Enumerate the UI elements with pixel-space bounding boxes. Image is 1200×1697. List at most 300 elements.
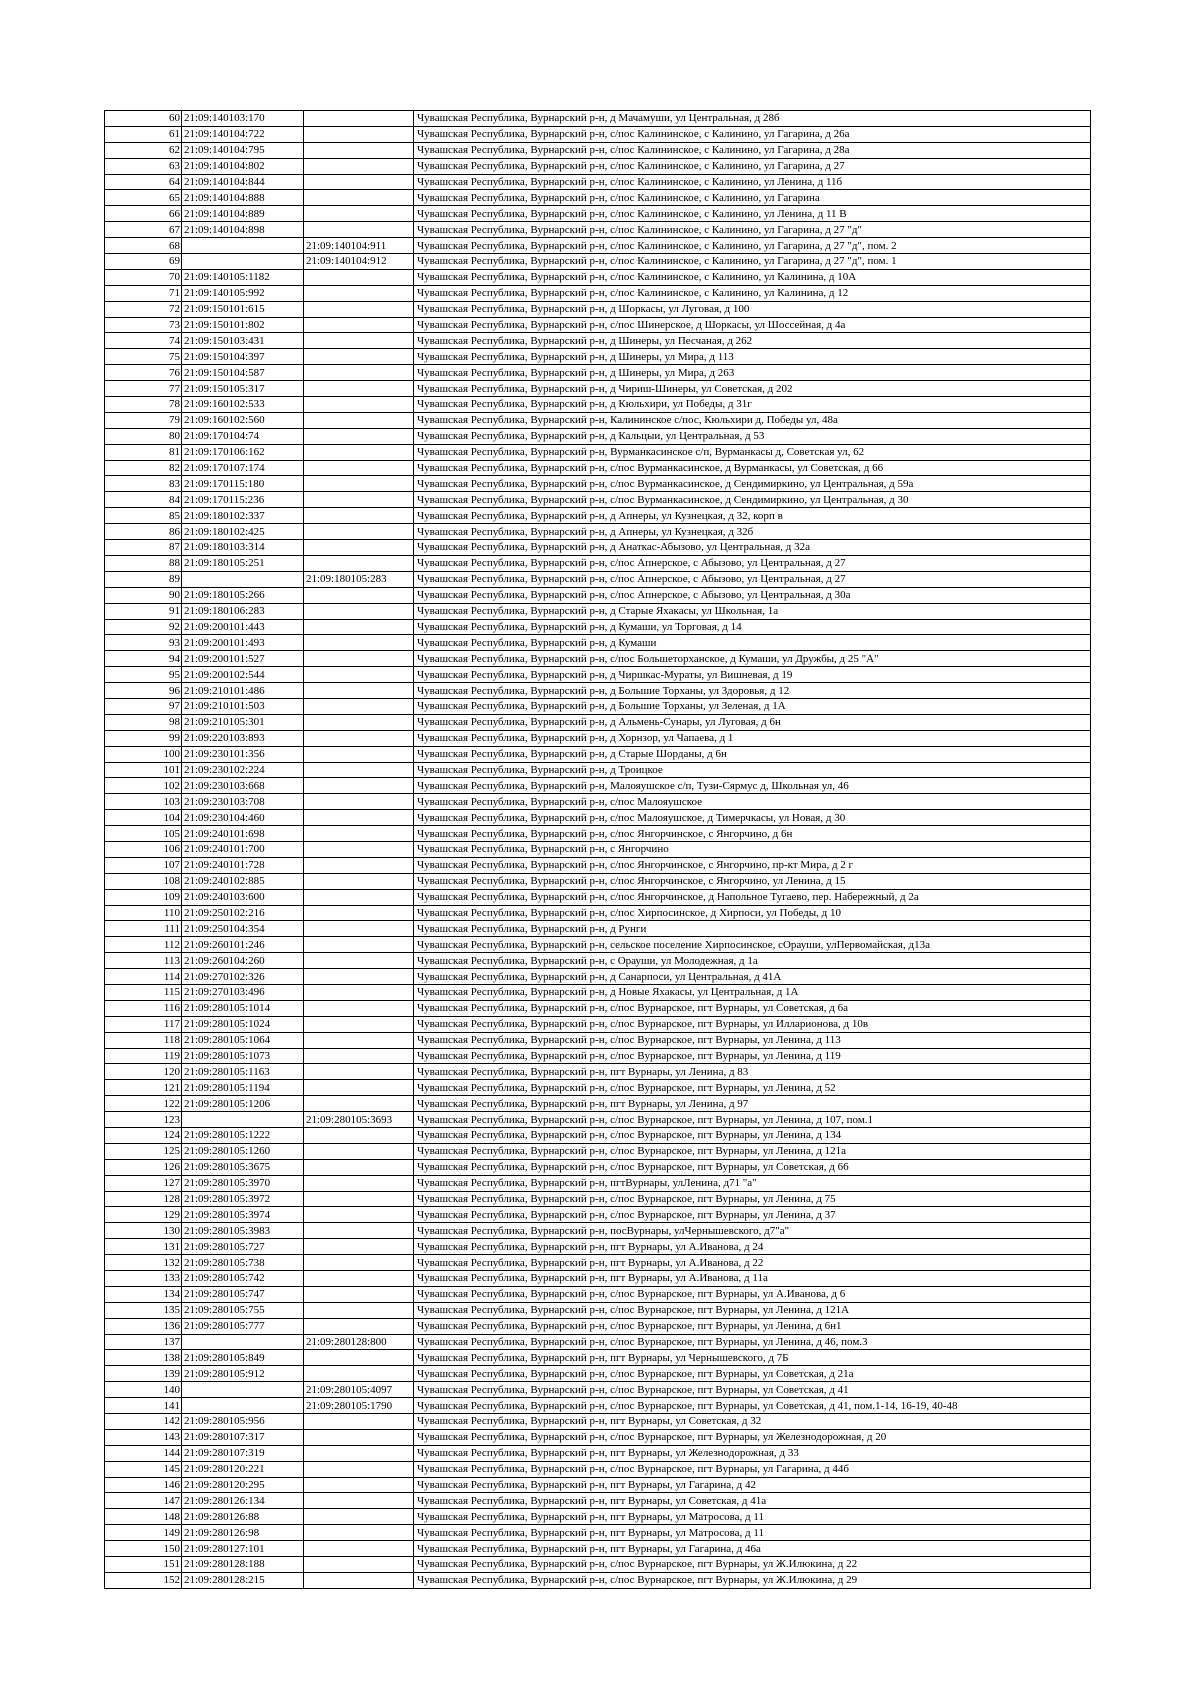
address-cell: Чувашская Республика, Вурнарский р-н, с/пос Вурнарское, пгт Вурнары, ул Советская, д 41	[414, 1382, 1091, 1398]
row-number-cell: 138	[105, 1350, 182, 1366]
cadastral-number-premises-cell	[304, 889, 414, 905]
row-number-cell: 134	[105, 1286, 182, 1302]
row-number-cell: 95	[105, 667, 182, 683]
address-cell: Чувашская Республика, Вурнарский р-н, с/пос Вурнарское, пгт Вурнары, ул Ленина, д 119	[414, 1048, 1091, 1064]
address-cell: Чувашская Республика, Вурнарский р-н, д Кумаши, ул Торговая, д 14	[414, 619, 1091, 635]
cadastral-number-premises-cell	[304, 222, 414, 238]
cadastral-number-premises-cell	[304, 1429, 414, 1445]
table-row	[105, 126, 1091, 142]
address-cell: Чувашская Республика, Вурнарский р-н, пгт Вурнары, ул Советская, д 41а	[414, 1493, 1091, 1509]
address-cell: Чувашская Республика, Вурнарский р-н, с/пос Апнерское, с Абызово, ул Центральная, д 30а	[414, 587, 1091, 603]
cadastral-number-cell: 21:09:280120:221	[182, 1461, 304, 1477]
address-cell: Чувашская Республика, Вурнарский р-н, посВурнары, улЧернышевского, д7"а"	[414, 1223, 1091, 1239]
cadastral-number-cell: 21:09:140104:889	[182, 206, 304, 222]
table-row	[105, 1096, 1091, 1112]
row-number-cell: 70	[105, 269, 182, 285]
cadastral-number-premises-cell	[304, 397, 414, 413]
address-cell: Чувашская Республика, Вурнарский р-н, с/пос Калининское, с Калинино, ул Калинина, д 12	[414, 285, 1091, 301]
cadastral-number-premises-cell	[304, 1032, 414, 1048]
cadastral-number-premises-cell	[304, 714, 414, 730]
table-row	[105, 714, 1091, 730]
address-cell: Чувашская Республика, Вурнарский р-н, с/пос Вурнарское, пгт Вурнары, ул Ленина, д 6н1	[414, 1318, 1091, 1334]
address-cell: Чувашская Республика, Вурнарский р-н, с/пос Вурнарское, пгт Вурнары, ул Ж.Илюкина, д 22	[414, 1557, 1091, 1573]
cadastral-number-cell: 21:09:280105:742	[182, 1271, 304, 1287]
cadastral-number-premises-cell	[304, 1000, 414, 1016]
cadastral-number-premises-cell	[304, 667, 414, 683]
cadastral-number-cell: 21:09:280105:1194	[182, 1080, 304, 1096]
cadastral-number-cell: 21:09:280105:1260	[182, 1143, 304, 1159]
table-row	[105, 571, 1091, 587]
address-cell: Чувашская Республика, Вурнарский р-н, пгт Вурнары, ул Матросова, д 11	[414, 1509, 1091, 1525]
row-number-cell: 77	[105, 381, 182, 397]
cadastral-number-cell: 21:09:230104:460	[182, 810, 304, 826]
table-row	[105, 254, 1091, 270]
cadastral-number-cell	[182, 1112, 304, 1128]
cadastral-number-cell: 21:09:240103:600	[182, 889, 304, 905]
cadastral-number-premises-cell	[304, 1080, 414, 1096]
row-number-cell: 144	[105, 1445, 182, 1461]
table-row	[105, 921, 1091, 937]
table-row	[105, 1525, 1091, 1541]
table-row	[105, 1016, 1091, 1032]
address-cell: Чувашская Республика, Вурнарский р-н, с/пос Хирпосинское, д Хирпоси, ул Победы, д 10	[414, 905, 1091, 921]
cadastral-number-premises-cell	[304, 857, 414, 873]
row-number-cell: 104	[105, 810, 182, 826]
row-number-cell: 108	[105, 873, 182, 889]
cadastral-number-premises-cell	[304, 1255, 414, 1271]
cadastral-number-cell: 21:09:160102:560	[182, 412, 304, 428]
row-number-cell: 78	[105, 397, 182, 413]
cadastral-number-cell: 21:09:280126:98	[182, 1525, 304, 1541]
address-cell: Чувашская Республика, Вурнарский р-н, с/пос Вурнарское, пгт Вурнары, ул Ленина, д 121а	[414, 1143, 1091, 1159]
address-cell: Чувашская Республика, Вурнарский р-н, с/пос Вурнарское, пгт Вурнары, ул Илларионова, д 10в	[414, 1016, 1091, 1032]
table-row	[105, 1461, 1091, 1477]
table-row	[105, 222, 1091, 238]
cadastral-number-premises-cell	[304, 1318, 414, 1334]
cadastral-number-cell: 21:09:280105:1024	[182, 1016, 304, 1032]
address-cell: Чувашская Республика, Вурнарский р-н, с/пос Калининское, с Калинино, ул Гагарина, д 27 "д", пом. 2	[414, 238, 1091, 254]
cadastral-number-cell: 21:09:280105:1014	[182, 1000, 304, 1016]
table-row	[105, 810, 1091, 826]
cadastral-number-cell: 21:09:280105:1163	[182, 1064, 304, 1080]
cadastral-number-premises-cell	[304, 174, 414, 190]
cadastral-number-cell: 21:09:140105:1182	[182, 269, 304, 285]
address-cell: Чувашская Республика, Вурнарский р-н, с/пос Калининское, с Калинино, ул Гагарина, д 26а	[414, 126, 1091, 142]
address-cell: Чувашская Республика, Вурнарский р-н, д Чириш-Шинеры, ул Советская, д 202	[414, 381, 1091, 397]
row-number-cell: 128	[105, 1191, 182, 1207]
row-number-cell: 68	[105, 238, 182, 254]
address-cell: Чувашская Республика, Вурнарский р-н, с/пос Вурнарское, пгт Вурнары, ул Советская, д 6а	[414, 1000, 1091, 1016]
row-number-cell: 62	[105, 142, 182, 158]
address-cell: Чувашская Республика, Вурнарский р-н, д Кумаши	[414, 635, 1091, 651]
table-row	[105, 1541, 1091, 1557]
address-cell: Чувашская Республика, Вурнарский р-н, с/пос Калининское, с Калинино, ул Гагарина, д 27 "д", пом. 1	[414, 254, 1091, 270]
address-cell: Чувашская Республика, Вурнарский р-н, Калининское с/пос, Кюльхири д, Победы ул, 48а	[414, 412, 1091, 428]
cadastral-number-premises-cell	[304, 1509, 414, 1525]
row-number-cell: 140	[105, 1382, 182, 1398]
row-number-cell: 66	[105, 206, 182, 222]
cadastral-number-cell: 21:09:250104:354	[182, 921, 304, 937]
cadastral-number-premises-cell	[304, 603, 414, 619]
cadastral-number-premises-cell	[304, 1128, 414, 1144]
address-cell: Чувашская Республика, Вурнарский р-н, д Шинеры, ул Мира, д 263	[414, 365, 1091, 381]
cadastral-number-cell: 21:09:240101:700	[182, 841, 304, 857]
cadastral-number-premises-cell	[304, 365, 414, 381]
cadastral-number-premises-cell	[304, 1175, 414, 1191]
cadastral-number-premises-cell	[304, 810, 414, 826]
table-row	[105, 1557, 1091, 1573]
address-cell: Чувашская Республика, Вурнарский р-н, д Троицкое	[414, 762, 1091, 778]
address-cell: Чувашская Республика, Вурнарский р-н, с/пос Вурманкасинское, д Сендимиркино, ул Центральная, д 30	[414, 492, 1091, 508]
address-cell: Чувашская Республика, Вурнарский р-н, с/пос Янгорчинское, с Янгорчино, д 6н	[414, 826, 1091, 842]
cadastral-number-cell: 21:09:280105:747	[182, 1286, 304, 1302]
cadastral-number-premises-cell	[304, 111, 414, 127]
address-cell: Чувашская Республика, Вурнарский р-н, пгт Вурнары, ул Ленина, д 83	[414, 1064, 1091, 1080]
table-row	[105, 1302, 1091, 1318]
row-number-cell: 97	[105, 698, 182, 714]
address-cell: Чувашская Республика, Вурнарский р-н, д Кюльхири, ул Победы, д 31г	[414, 397, 1091, 413]
row-number-cell: 148	[105, 1509, 182, 1525]
table-row	[105, 826, 1091, 842]
table-row	[105, 1255, 1091, 1271]
cadastral-number-cell: 21:09:280105:912	[182, 1366, 304, 1382]
address-cell: Чувашская Республика, Вурнарский р-н, с/пос Шинерское, д Шоркасы, ул Шоссейная, д 4а	[414, 317, 1091, 333]
row-number-cell: 141	[105, 1398, 182, 1414]
cadastral-number-premises-cell	[304, 1541, 414, 1557]
address-cell: Чувашская Республика, Вурнарский р-н, с Орауши, ул Молодежная, д 1а	[414, 953, 1091, 969]
address-cell: Чувашская Республика, Вурнарский р-н, д Хорнзор, ул Чапаева, д 1	[414, 730, 1091, 746]
address-cell: Чувашская Республика, Вурнарский р-н, с/пос Вурнарское, пгт Вурнары, ул Ленина, д 52	[414, 1080, 1091, 1096]
cadastral-number-premises-cell	[304, 1286, 414, 1302]
cadastral-number-cell: 21:09:280127:101	[182, 1541, 304, 1557]
cadastral-number-premises-cell	[304, 476, 414, 492]
row-number-cell: 139	[105, 1366, 182, 1382]
row-number-cell: 72	[105, 301, 182, 317]
cadastral-number-premises-cell	[304, 873, 414, 889]
row-number-cell: 87	[105, 540, 182, 556]
cadastral-number-cell: 21:09:220103:893	[182, 730, 304, 746]
table-row	[105, 857, 1091, 873]
row-number-cell: 81	[105, 444, 182, 460]
cadastral-number-premises-cell	[304, 984, 414, 1000]
cadastral-number-cell: 21:09:280126:134	[182, 1493, 304, 1509]
row-number-cell: 115	[105, 984, 182, 1000]
row-number-cell: 76	[105, 365, 182, 381]
address-cell: Чувашская Республика, Вурнарский р-н, с/пос Вурманкасинское, д Вурманкасы, ул Советская, д 66	[414, 460, 1091, 476]
cadastral-number-premises-cell	[304, 1191, 414, 1207]
cadastral-number-cell: 21:09:140104:888	[182, 190, 304, 206]
table-row	[105, 1239, 1091, 1255]
cadastral-number-premises-cell	[304, 1159, 414, 1175]
row-number-cell: 73	[105, 317, 182, 333]
address-cell: Чувашская Республика, Вурнарский р-н, с/пос Вурнарское, пгт Вурнары, ул Ленина, д 37	[414, 1207, 1091, 1223]
row-number-cell: 132	[105, 1255, 182, 1271]
table-row	[105, 1366, 1091, 1382]
table-row	[105, 1159, 1091, 1175]
cadastral-number-cell: 21:09:240101:728	[182, 857, 304, 873]
table-row	[105, 635, 1091, 651]
row-number-cell: 94	[105, 651, 182, 667]
cadastral-number-premises-cell	[304, 1096, 414, 1112]
cadastral-number-cell: 21:09:150101:802	[182, 317, 304, 333]
row-number-cell: 84	[105, 492, 182, 508]
row-number-cell: 129	[105, 1207, 182, 1223]
table-row	[105, 1493, 1091, 1509]
cadastral-number-cell: 21:09:230103:708	[182, 794, 304, 810]
row-number-cell: 121	[105, 1080, 182, 1096]
address-cell: Чувашская Республика, Вурнарский р-н, с/пос Вурнарское, пгт Вурнары, ул Советская, д 21а	[414, 1366, 1091, 1382]
cadastral-number-premises-cell	[304, 1493, 414, 1509]
table-row	[105, 794, 1091, 810]
cadastral-number-premises-cell	[304, 1557, 414, 1573]
cadastral-number-cell: 21:09:280105:3983	[182, 1223, 304, 1239]
cadastral-number-cell: 21:09:280105:3972	[182, 1191, 304, 1207]
cadastral-number-premises-cell	[304, 555, 414, 571]
row-number-cell: 91	[105, 603, 182, 619]
address-cell: Чувашская Республика, Вурнарский р-н, с/пос Калининское, с Калинино, ул Ленина, д 11б	[414, 174, 1091, 190]
address-cell: Чувашская Республика, Вурнарский р-н, пгт Вурнары, ул А.Иванова, д 24	[414, 1239, 1091, 1255]
table-row	[105, 238, 1091, 254]
cadastral-number-cell: 21:09:230103:668	[182, 778, 304, 794]
address-cell: Чувашская Республика, Вурнарский р-н, с/пос Вурнарское, пгт Вурнары, ул Ленина, д 107, пом.1	[414, 1112, 1091, 1128]
table-row	[105, 1191, 1091, 1207]
cadastral-number-cell	[182, 254, 304, 270]
address-cell: Чувашская Республика, Вурнарский р-н, сельское поселение Хирпосинское, сОрауши, улПервомайская, д13а	[414, 937, 1091, 953]
cadastral-number-cell: 21:09:240102:885	[182, 873, 304, 889]
cadastral-number-cell: 21:09:140104:898	[182, 222, 304, 238]
row-number-cell: 130	[105, 1223, 182, 1239]
cadastral-number-cell: 21:09:280128:215	[182, 1572, 304, 1588]
cadastral-number-cell: 21:09:170115:236	[182, 492, 304, 508]
table-row	[105, 444, 1091, 460]
row-number-cell: 107	[105, 857, 182, 873]
table-row	[105, 683, 1091, 699]
cadastral-number-premises-cell	[304, 937, 414, 953]
cadastral-number-premises-cell	[304, 841, 414, 857]
cadastral-number-premises-cell: 21:09:140104:912	[304, 254, 414, 270]
cadastral-number-cell: 21:09:230102:224	[182, 762, 304, 778]
cadastral-number-premises-cell	[304, 190, 414, 206]
table-row	[105, 619, 1091, 635]
cadastral-number-premises-cell	[304, 778, 414, 794]
table-row	[105, 889, 1091, 905]
row-number-cell: 63	[105, 158, 182, 174]
cadastral-number-cell: 21:09:140104:802	[182, 158, 304, 174]
cadastral-number-premises-cell	[304, 349, 414, 365]
row-number-cell: 96	[105, 683, 182, 699]
address-cell: Чувашская Республика, Вурнарский р-н, д Анаткас-Абызово, ул Центральная, д 32а	[414, 540, 1091, 556]
table-row	[105, 841, 1091, 857]
table-row	[105, 969, 1091, 985]
table-row	[105, 1064, 1091, 1080]
cadastral-number-premises-cell	[304, 1445, 414, 1461]
cadastral-number-cell: 21:09:230101:356	[182, 746, 304, 762]
cadastral-number-cell: 21:09:280126:88	[182, 1509, 304, 1525]
address-cell: Чувашская Республика, Вурнарский р-н, с/пос Янгорчинское, с Янгорчино, пр-кт Мира, д 2 г	[414, 857, 1091, 873]
table-row	[105, 555, 1091, 571]
cadastral-number-cell: 21:09:170107:174	[182, 460, 304, 476]
cadastral-number-premises-cell: 21:09:180105:283	[304, 571, 414, 587]
table-row	[105, 1429, 1091, 1445]
table-row	[105, 1398, 1091, 1414]
address-cell: Чувашская Республика, Вурнарский р-н, д Альмень-Сунары, ул Луговая, д 6н	[414, 714, 1091, 730]
table-row	[105, 1207, 1091, 1223]
row-number-cell: 106	[105, 841, 182, 857]
cadastral-number-cell	[182, 1334, 304, 1350]
cadastral-number-premises-cell	[304, 730, 414, 746]
cadastral-number-cell: 21:09:240101:698	[182, 826, 304, 842]
cadastral-number-cell: 21:09:170115:180	[182, 476, 304, 492]
cadastral-number-premises-cell	[304, 381, 414, 397]
row-number-cell: 67	[105, 222, 182, 238]
address-cell: Чувашская Республика, Вурнарский р-н, с/пос Калининское, с Калинино, ул Гагарина, д 28а	[414, 142, 1091, 158]
row-number-cell: 100	[105, 746, 182, 762]
table-row	[105, 1445, 1091, 1461]
address-cell: Чувашская Республика, Вурнарский р-н, с/пос Вурнарское, пгт Вурнары, ул Ж.Илюкина, д 29	[414, 1572, 1091, 1588]
cadastral-number-premises-cell	[304, 333, 414, 349]
cadastral-number-cell: 21:09:280105:738	[182, 1255, 304, 1271]
row-number-cell: 71	[105, 285, 182, 301]
row-number-cell: 120	[105, 1064, 182, 1080]
property-table-body	[105, 111, 1091, 1589]
row-number-cell: 143	[105, 1429, 182, 1445]
table-row	[105, 460, 1091, 476]
address-cell: Чувашская Республика, Вурнарский р-н, пгт Вурнары, ул Матросова, д 11	[414, 1525, 1091, 1541]
row-number-cell: 114	[105, 969, 182, 985]
cadastral-number-premises-cell: 21:09:140104:911	[304, 238, 414, 254]
table-row	[105, 698, 1091, 714]
table-row	[105, 206, 1091, 222]
cadastral-number-premises-cell	[304, 905, 414, 921]
address-cell: Чувашская Республика, Вурнарский р-н, д Шинеры, ул Песчаная, д 262	[414, 333, 1091, 349]
address-cell: Чувашская Республика, Вурнарский р-н, с/пос Вурнарское, пгт Вурнары, ул А.Иванова, д 6	[414, 1286, 1091, 1302]
table-row	[105, 1271, 1091, 1287]
row-number-cell: 69	[105, 254, 182, 270]
table-row	[105, 667, 1091, 683]
cadastral-number-premises-cell	[304, 635, 414, 651]
cadastral-number-premises-cell	[304, 317, 414, 333]
row-number-cell: 137	[105, 1334, 182, 1350]
table-row	[105, 428, 1091, 444]
table-row	[105, 158, 1091, 174]
cadastral-number-cell: 21:09:150105:317	[182, 381, 304, 397]
cadastral-number-premises-cell: 21:09:280128:800	[304, 1334, 414, 1350]
row-number-cell: 147	[105, 1493, 182, 1509]
address-cell: Чувашская Республика, Вурнарский р-н, с/пос Калининское, с Калинино, ул Ленина, д 11 В	[414, 206, 1091, 222]
table-row	[105, 984, 1091, 1000]
table-row	[105, 730, 1091, 746]
table-row	[105, 953, 1091, 969]
row-number-cell: 131	[105, 1239, 182, 1255]
cadastral-number-premises-cell	[304, 683, 414, 699]
row-number-cell: 75	[105, 349, 182, 365]
cadastral-number-premises-cell	[304, 1525, 414, 1541]
row-number-cell: 93	[105, 635, 182, 651]
row-number-cell: 85	[105, 508, 182, 524]
cadastral-number-cell: 21:09:270103:496	[182, 984, 304, 1000]
row-number-cell: 123	[105, 1112, 182, 1128]
cadastral-number-cell: 21:09:280105:3970	[182, 1175, 304, 1191]
address-cell: Чувашская Республика, Вурнарский р-н, с/пос Вурнарское, пгт Вурнары, ул Ленина, д 134	[414, 1128, 1091, 1144]
cadastral-number-premises-cell	[304, 412, 414, 428]
cadastral-number-cell: 21:09:180105:266	[182, 587, 304, 603]
row-number-cell: 133	[105, 1271, 182, 1287]
row-number-cell: 79	[105, 412, 182, 428]
address-cell: Чувашская Республика, Вурнарский р-н, пгт Вурнары, ул Советская, д 32	[414, 1414, 1091, 1430]
cadastral-number-premises-cell	[304, 1143, 414, 1159]
cadastral-number-premises-cell	[304, 540, 414, 556]
table-row	[105, 1223, 1091, 1239]
row-number-cell: 142	[105, 1414, 182, 1430]
cadastral-number-premises-cell: 21:09:280105:4097	[304, 1382, 414, 1398]
address-cell: Чувашская Республика, Вурнарский р-н, с/пос Калининское, с Калинино, ул Гагарина, д 27	[414, 158, 1091, 174]
table-row	[105, 1128, 1091, 1144]
cadastral-number-cell: 21:09:280105:777	[182, 1318, 304, 1334]
cadastral-number-cell	[182, 1382, 304, 1398]
address-cell: Чувашская Республика, Вурнарский р-н, пгт Вурнары, ул А.Иванова, д 11а	[414, 1271, 1091, 1287]
cadastral-number-premises-cell	[304, 285, 414, 301]
row-number-cell: 116	[105, 1000, 182, 1016]
cadastral-number-cell: 21:09:150103:431	[182, 333, 304, 349]
address-cell: Чувашская Республика, Вурнарский р-н, с/пос Калининское, с Калинино, ул Калинина, д 10А	[414, 269, 1091, 285]
address-cell: Чувашская Республика, Вурнарский р-н, пгт Вурнары, ул Ленина, д 97	[414, 1096, 1091, 1112]
row-number-cell: 105	[105, 826, 182, 842]
table-row	[105, 285, 1091, 301]
address-cell: Чувашская Республика, Вурнарский р-н, пгт Вурнары, ул Железнодорожная, д 33	[414, 1445, 1091, 1461]
cadastral-number-cell: 21:09:140104:795	[182, 142, 304, 158]
table-row	[105, 1382, 1091, 1398]
cadastral-number-cell: 21:09:180102:425	[182, 524, 304, 540]
table-row	[105, 1477, 1091, 1493]
row-number-cell: 117	[105, 1016, 182, 1032]
row-number-cell: 119	[105, 1048, 182, 1064]
row-number-cell: 135	[105, 1302, 182, 1318]
address-cell: Чувашская Республика, Вурнарский р-н, пгт Вурнары, ул Гагарина, д 46а	[414, 1541, 1091, 1557]
address-cell: Чувашская Республика, Вурнарский р-н, д Кальцыи, ул Центральная, д 53	[414, 428, 1091, 444]
cadastral-number-premises-cell	[304, 1271, 414, 1287]
row-number-cell: 89	[105, 571, 182, 587]
table-row	[105, 1032, 1091, 1048]
cadastral-number-cell: 21:09:260104:260	[182, 953, 304, 969]
address-cell: Чувашская Республика, Вурнарский р-н, пгт Вурнары, ул Гагарина, д 42	[414, 1477, 1091, 1493]
row-number-cell: 61	[105, 126, 182, 142]
table-row	[105, 1143, 1091, 1159]
cadastral-number-premises-cell	[304, 1016, 414, 1032]
row-number-cell: 113	[105, 953, 182, 969]
address-cell: Чувашская Республика, Вурнарский р-н, д Шинеры, ул Мира, д 113	[414, 349, 1091, 365]
table-row	[105, 365, 1091, 381]
address-cell: Чувашская Республика, Вурнарский р-н, с/пос Вурнарское, пгт Вурнары, ул Ленина, д 75	[414, 1191, 1091, 1207]
table-row	[105, 269, 1091, 285]
row-number-cell: 150	[105, 1541, 182, 1557]
cadastral-number-premises-cell	[304, 524, 414, 540]
cadastral-number-premises-cell	[304, 619, 414, 635]
address-cell: Чувашская Республика, Вурнарский р-н, с/пос Апнерское, с Абызово, ул Центральная, д 27	[414, 571, 1091, 587]
table-row	[105, 381, 1091, 397]
row-number-cell: 80	[105, 428, 182, 444]
table-row	[105, 603, 1091, 619]
cadastral-number-premises-cell	[304, 301, 414, 317]
row-number-cell: 152	[105, 1572, 182, 1588]
row-number-cell: 101	[105, 762, 182, 778]
address-cell: Чувашская Республика, Вурнарский р-н, с/пос Вурнарское, пгт Вурнары, ул Советская, д 41, пом.1-14, 16-19, 40-48	[414, 1398, 1091, 1414]
row-number-cell: 149	[105, 1525, 182, 1541]
row-number-cell: 122	[105, 1096, 182, 1112]
row-number-cell: 145	[105, 1461, 182, 1477]
cadastral-number-cell: 21:09:150104:587	[182, 365, 304, 381]
cadastral-number-premises-cell	[304, 953, 414, 969]
cadastral-number-premises-cell	[304, 746, 414, 762]
